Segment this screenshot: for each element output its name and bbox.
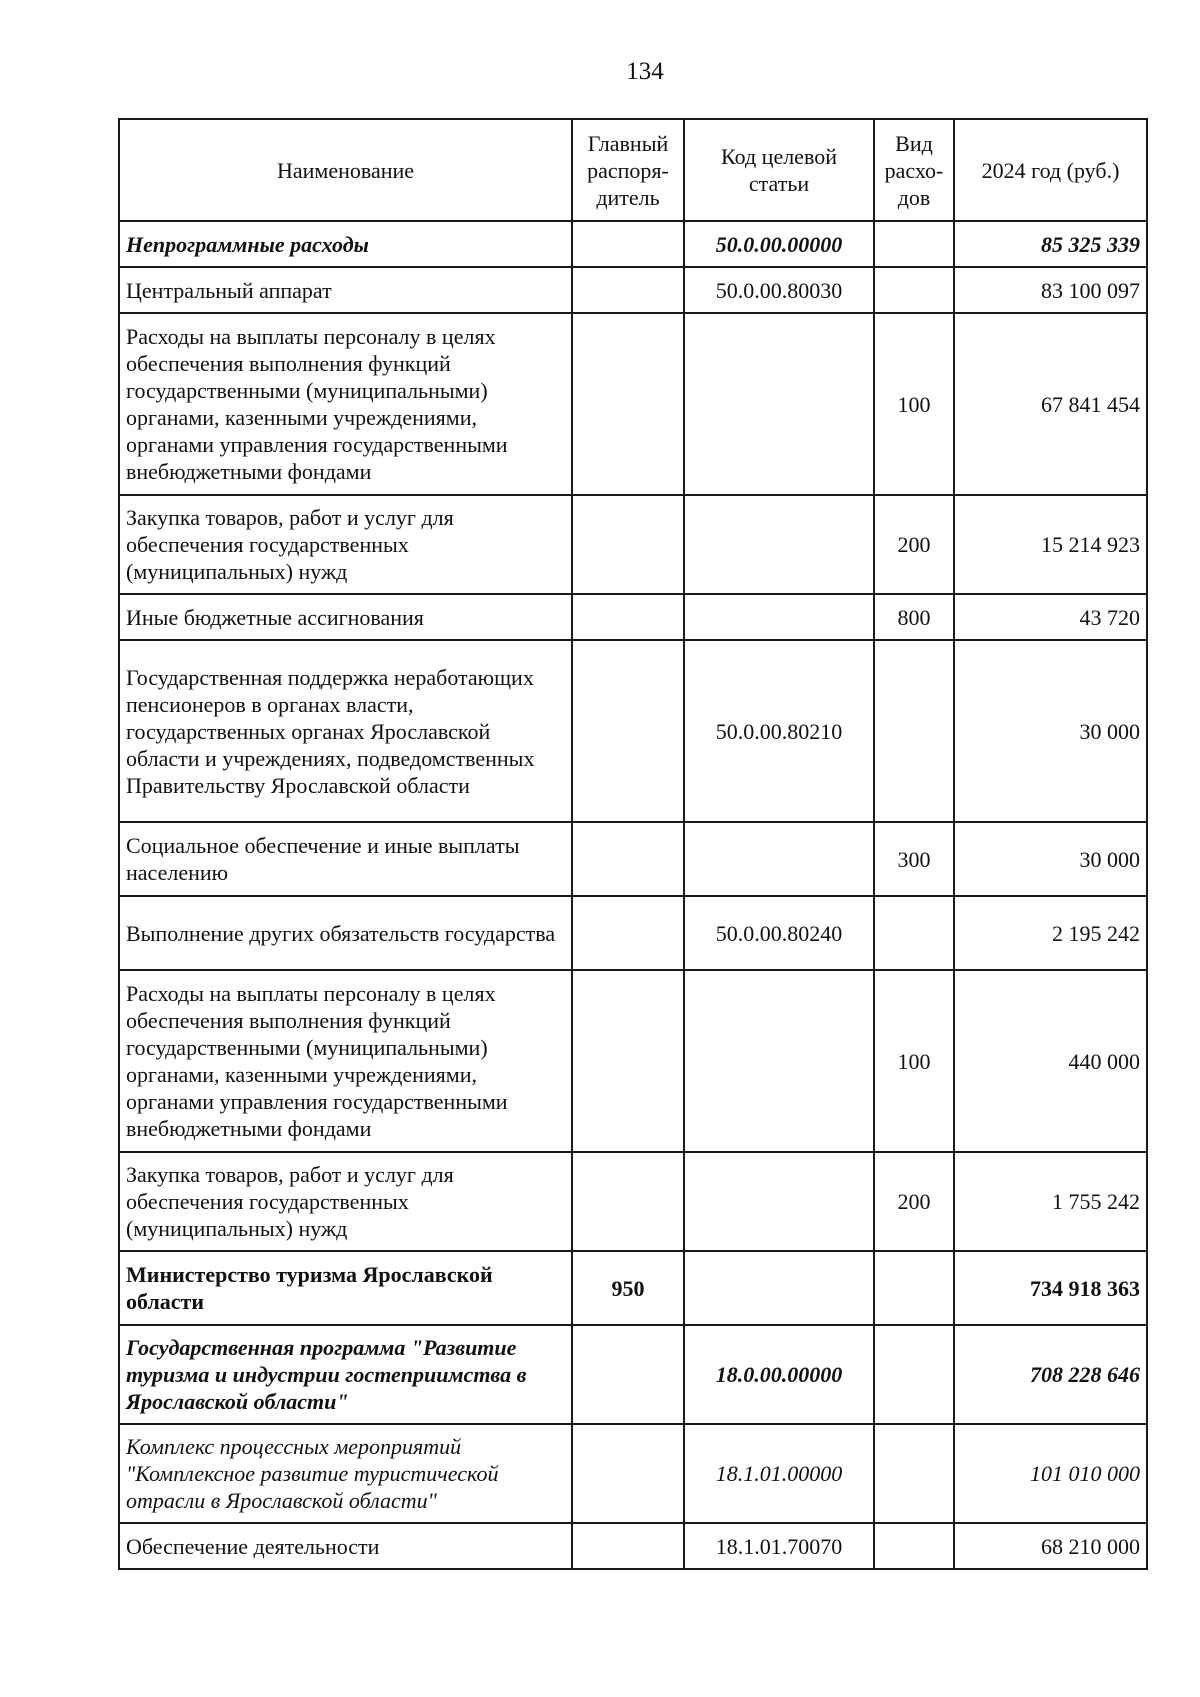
row-grbs <box>572 594 684 640</box>
header-code: Код целевой статьи <box>684 119 874 221</box>
row-code: 50.0.00.00000 <box>684 221 874 267</box>
header-sum: 2024 год (руб.) <box>954 119 1147 221</box>
table-row <box>119 495 1147 594</box>
row-code <box>684 1251 874 1325</box>
table-row <box>119 896 1147 970</box>
table-row <box>119 1523 1147 1569</box>
table-row <box>119 822 1147 896</box>
table-row <box>119 267 1147 313</box>
row-grbs <box>572 1325 684 1424</box>
row-code <box>684 313 874 495</box>
row-name: Комплекс процессных мероприятий "Комплексное развитие туристической отрасли в Ярославской области" <box>119 1424 572 1523</box>
row-grbs <box>572 313 684 495</box>
row-vid <box>874 1523 954 1569</box>
row-sum: 734 918 363 <box>954 1251 1147 1325</box>
row-vid: 300 <box>874 822 954 896</box>
table-row <box>119 640 1147 822</box>
row-name: Государственная поддержка неработающих пенсионеров в органах власти, государственных органах Ярославской области и учреждениях, подведомственных Правительству Ярославской области <box>119 640 572 822</box>
row-grbs <box>572 896 684 970</box>
row-code <box>684 822 874 896</box>
row-grbs: 950 <box>572 1251 684 1325</box>
row-vid: 100 <box>874 970 954 1152</box>
row-sum: 85 325 339 <box>954 221 1147 267</box>
row-name: Выполнение других обязательств государства <box>119 896 572 970</box>
row-vid: 200 <box>874 495 954 594</box>
table-row <box>119 313 1147 495</box>
row-sum: 30 000 <box>954 822 1147 896</box>
row-sum: 15 214 923 <box>954 495 1147 594</box>
row-sum: 1 755 242 <box>954 1152 1147 1251</box>
table-row <box>119 221 1147 267</box>
row-sum: 67 841 454 <box>954 313 1147 495</box>
row-grbs <box>572 267 684 313</box>
row-code: 50.0.00.80030 <box>684 267 874 313</box>
row-sum: 68 210 000 <box>954 1523 1147 1569</box>
row-code: 18.1.01.00000 <box>684 1424 874 1523</box>
row-name: Государственная программа "Развитие туризма и индустрии гостеприимства в Ярославской области" <box>119 1325 572 1424</box>
row-code <box>684 495 874 594</box>
table-row <box>119 1424 1147 1523</box>
row-grbs <box>572 970 684 1152</box>
table-header-row <box>119 119 1147 221</box>
row-vid <box>874 1251 954 1325</box>
table-row <box>119 594 1147 640</box>
row-name: Центральный аппарат <box>119 267 572 313</box>
row-name: Расходы на выплаты персоналу в целях обеспечения выполнения функций государственными (муниципальными) органами, казенными учреждениями, органами управления государственными внебюджетными фондами <box>119 970 572 1152</box>
row-code: 50.0.00.80210 <box>684 640 874 822</box>
row-name: Расходы на выплаты персоналу в целях обеспечения выполнения функций государственными (муниципальными) органами, казенными учреждениями, органами управления государственными внебюджетными фондами <box>119 313 572 495</box>
row-name: Министерство туризма Ярославской области <box>119 1251 572 1325</box>
row-grbs <box>572 221 684 267</box>
row-grbs <box>572 822 684 896</box>
table-row <box>119 1251 1147 1325</box>
row-vid <box>874 896 954 970</box>
row-vid: 800 <box>874 594 954 640</box>
row-grbs <box>572 640 684 822</box>
header-grbs: Главный распоря-дитель <box>572 119 684 221</box>
row-name: Социальное обеспечение и иные выплаты населению <box>119 822 572 896</box>
row-name: Закупка товаров, работ и услуг для обеспечения государственных (муниципальных) нужд <box>119 495 572 594</box>
row-code <box>684 970 874 1152</box>
row-sum: 708 228 646 <box>954 1325 1147 1424</box>
row-vid: 100 <box>874 313 954 495</box>
row-code <box>684 1152 874 1251</box>
row-code: 18.1.01.70070 <box>684 1523 874 1569</box>
row-sum: 83 100 097 <box>954 267 1147 313</box>
table-row <box>119 1152 1147 1251</box>
header-name: Наименование <box>119 119 572 221</box>
row-grbs <box>572 1424 684 1523</box>
row-vid <box>874 640 954 822</box>
row-code: 18.0.00.00000 <box>684 1325 874 1424</box>
row-name: Закупка товаров, работ и услуг для обеспечения государственных (муниципальных) нужд <box>119 1152 572 1251</box>
row-grbs <box>572 495 684 594</box>
page-number: 134 <box>626 58 664 85</box>
table-row <box>119 970 1147 1152</box>
row-sum: 101 010 000 <box>954 1424 1147 1523</box>
row-name: Непрограммные расходы <box>119 221 572 267</box>
table-row <box>119 1325 1147 1424</box>
row-code: 50.0.00.80240 <box>684 896 874 970</box>
row-code <box>684 594 874 640</box>
row-grbs <box>572 1523 684 1569</box>
row-sum: 30 000 <box>954 640 1147 822</box>
row-grbs <box>572 1152 684 1251</box>
row-vid: 200 <box>874 1152 954 1251</box>
row-vid <box>874 1424 954 1523</box>
header-vid: Вид расхо-дов <box>874 119 954 221</box>
budget-table <box>118 118 1148 1570</box>
row-sum: 440 000 <box>954 970 1147 1152</box>
row-vid <box>874 267 954 313</box>
row-vid <box>874 1325 954 1424</box>
row-sum: 43 720 <box>954 594 1147 640</box>
row-name: Обеспечение деятельности <box>119 1523 572 1569</box>
row-name: Иные бюджетные ассигнования <box>119 594 572 640</box>
row-sum: 2 195 242 <box>954 896 1147 970</box>
row-vid <box>874 221 954 267</box>
